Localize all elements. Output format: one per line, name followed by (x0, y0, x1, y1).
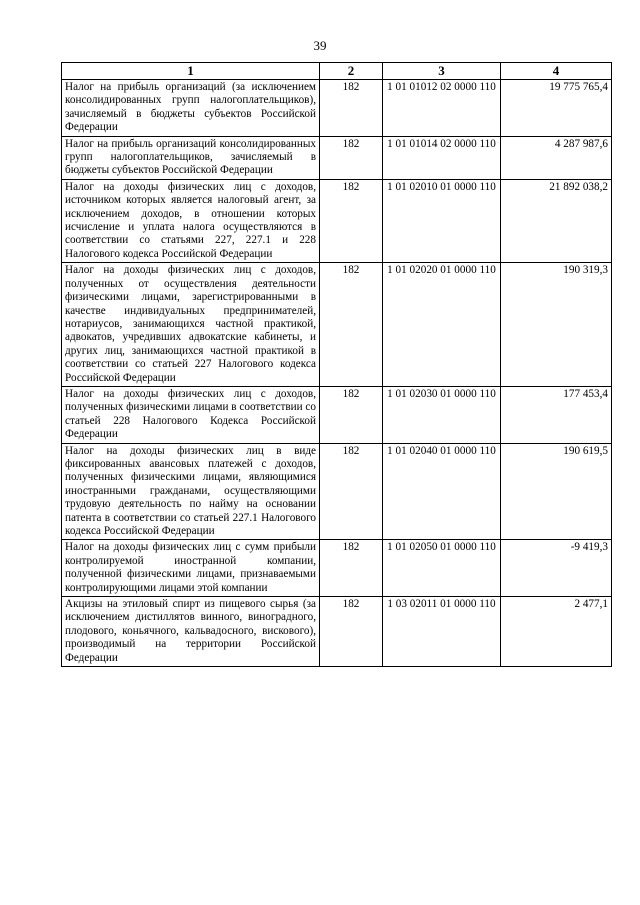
amount: 21 892 038,2 (501, 179, 612, 262)
amount: -9 419,3 (501, 540, 612, 597)
revenue-name: Налог на доходы физических лиц в виде фиксированных авансовых платежей с доходов, полученных физическими лицами, являющимися иностранными гражданами, осуществляющими трудовую деятельность по найму на основании патента в соответствии со статьей 227.1 Налогового кодекса Российской Федерации (62, 443, 320, 540)
revenue-name: Налог на доходы физических лиц с сумм прибыли контролируемой иностранной компании, полученной физическими лицами, признаваемыми контролирующими лицами этой компании (62, 540, 320, 597)
amount: 19 775 765,4 (501, 80, 612, 137)
revenue-name: Налог на доходы физических лиц с доходов, полученных физическими лицами в соответствии со статьей 228 Налогового Кодекса Российской Федерации (62, 386, 320, 443)
table-row (62, 179, 612, 262)
table-row (62, 136, 612, 179)
budget-classification-code: 1 01 02050 01 0000 110 (383, 540, 501, 597)
revenue-name: Налог на доходы физических лиц с доходов, полученных от осуществления деятельности физическими лицами, зарегистрированными в качестве индивидуальных предпринимателей, нотариусов, занимающихся частной практикой, адвокатов, учредивших адвокатские кабинеты, и других лиц, занимающихся частной практикой в соответствии со статьей 227 Налогового кодекса Российской Федерации (62, 263, 320, 387)
admin-code: 182 (320, 136, 383, 179)
revenue-name: Налог на прибыль организаций (за исключением консолидированных групп налогоплательщиков), зачисляемый в бюджеты субъектов Российской Федерации (62, 80, 320, 137)
admin-code: 182 (320, 540, 383, 597)
admin-code: 182 (320, 443, 383, 540)
table-row (62, 80, 612, 137)
table-row (62, 386, 612, 443)
column-header-4: 4 (501, 63, 612, 80)
revenue-name: Налог на доходы физических лиц с доходов, источником которых является налоговый агент, за исключением доходов, в отношении которых исчисление и уплата налога осуществляются в соответствии со статьями 227, 227.1 и 228 Налогового кодекса Российской Федерации (62, 179, 320, 262)
amount: 4 287 987,6 (501, 136, 612, 179)
budget-classification-code: 1 03 02011 01 0000 110 (383, 597, 501, 667)
budget-classification-code: 1 01 02040 01 0000 110 (383, 443, 501, 540)
budget-classification-code: 1 01 02010 01 0000 110 (383, 179, 501, 262)
admin-code: 182 (320, 263, 383, 387)
amount: 190 619,5 (501, 443, 612, 540)
admin-code: 182 (320, 80, 383, 137)
column-header-3: 3 (383, 63, 501, 80)
table-row (62, 540, 612, 597)
column-header-1: 1 (62, 63, 320, 80)
admin-code: 182 (320, 179, 383, 262)
revenue-table (61, 62, 612, 667)
table-row (62, 597, 612, 667)
amount: 2 477,1 (501, 597, 612, 667)
revenue-name: Налог на прибыль организаций консолидированных групп налогоплательщиков, зачисляемый в бюджеты субъектов Российской Федерации (62, 136, 320, 179)
budget-classification-code: 1 01 01014 02 0000 110 (383, 136, 501, 179)
budget-classification-code: 1 01 01012 02 0000 110 (383, 80, 501, 137)
column-header-2: 2 (320, 63, 383, 80)
amount: 177 453,4 (501, 386, 612, 443)
budget-classification-code: 1 01 02030 01 0000 110 (383, 386, 501, 443)
revenue-name: Акцизы на этиловый спирт из пищевого сырья (за исключением дистиллятов винного, виноградного, плодового, коньячного, кальвадосного, вискового), производимый на территории Российской Федерации (62, 597, 320, 667)
amount: 190 319,3 (501, 263, 612, 387)
admin-code: 182 (320, 597, 383, 667)
table-header-row (62, 63, 612, 80)
budget-classification-code: 1 01 02020 01 0000 110 (383, 263, 501, 387)
table-row (62, 263, 612, 387)
admin-code: 182 (320, 386, 383, 443)
table-row (62, 443, 612, 540)
page-number: 39 (313, 38, 327, 53)
